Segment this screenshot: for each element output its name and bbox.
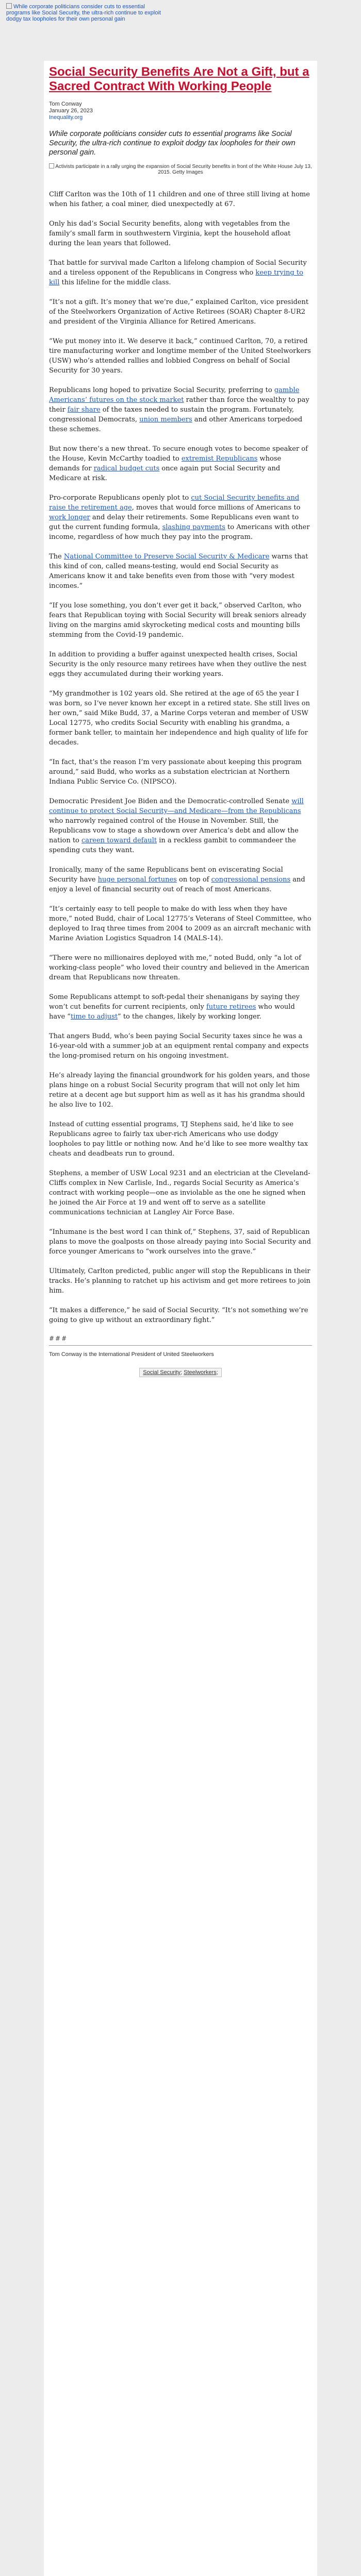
article-paragraph	[49, 1031, 312, 1061]
paragraph-text: of the taxes needed to sustain the program. Fortunately, congressional Democrats,	[49, 406, 294, 423]
publish-date: January 26, 2023	[49, 108, 93, 114]
paragraph-text: “It’s certainly easy to tell people to make do with less when they have more,” noted Budd, chair of Local 12775’s Veterans of Steel Committee, who deployed to Iraq three times from 2004 to 2009 as an aircraft mechanic with Marine Aviation Logistics Squadron 14 (MALS-14).	[49, 905, 311, 942]
article-paragraph	[49, 258, 312, 287]
paragraph-text: “If you lose something, you don’t ever get it back,” observed Carlton, who fears that Republican toying with Social Security will break seniors already living on the margins amid skyrocketing medical costs and mounting bills stemming from the Covid-19 pandemic.	[49, 602, 306, 639]
paragraph-text: Instead of cutting essential programs, TJ Stephens said, he’d like to see Republicans agree to fairly tax uber-rich Americans who use dodgy loopholes to pay little or nothing now. And he’d like to see more wealthy tax cheats and deadbeats run to ground.	[49, 1121, 308, 1158]
inline-link[interactable]: fair share	[67, 406, 101, 414]
paragraph-text: whose demands for	[49, 455, 282, 472]
paragraph-text: Democratic President Joe Biden and the Democratic-controlled Senate	[49, 798, 292, 805]
paragraph-text: “In fact, that’s the reason I’m very passionate about keeping this program around,” said Budd, who works as a substation electrician at Northern Indiana Public Service Co. (NIPSCO).	[49, 758, 302, 786]
paragraph-text: Only his dad’s Social Security benefits, along with vegetables from the family’s small farm in southwestern Virginia, kept the household afloat during the lean years that followed.	[49, 220, 291, 247]
article-paragraph	[49, 1120, 312, 1159]
paragraph-text: in a reckless gambit to commandeer the spending cuts they want.	[49, 837, 296, 854]
article-paragraph	[49, 757, 312, 787]
article-card	[44, 61, 317, 2576]
article-paragraph	[49, 796, 312, 855]
paragraph-text: “My grandmother is 102 years old. She retired at the age of 65 the year I was born, so I’ve never known her except in a retired state. She still lives on her own,” said Mike Budd, 37, a Marine Corps veteran and member of USW Local 12775, who credits Social Security with enabling his grandma, a former bank teller, to maintain her independence and high quality of life for decades.	[49, 690, 310, 747]
article-paragraph	[49, 444, 312, 483]
article-paragraph	[49, 552, 312, 591]
article-paragraph	[49, 650, 312, 679]
paragraph-text: Pro-corporate Republicans openly plot to	[49, 494, 191, 502]
paragraph-text: “There were no millionaires deployed with me,” noted Budd, only “a lot of working-class people” who loved their country and believed in the American dream that Republicans now threaten.	[49, 954, 309, 981]
paragraph-text: and other Americans torpedoed these schemes.	[49, 416, 303, 433]
preheader-text: While corporate politicians consider cuts to essential programs like Social Security, the ultra-rich continue to exploit dodgy tax loopholes for their own personal gain	[6, 4, 161, 22]
article-paragraph	[49, 1071, 312, 1110]
article-title[interactable]: Social Security Benefits Are Not a Gift, but a Sacred Contract With Working People	[49, 65, 309, 93]
paragraph-text: and enjoy a level of financial security out of reach of most Americans.	[49, 876, 305, 893]
tag-steelworkers[interactable]: Steelworkers	[184, 1369, 217, 1376]
broken-image-icon	[6, 3, 12, 9]
inline-link[interactable]: keep trying to kill	[49, 269, 303, 286]
paragraph-text: this lifeline for the middle class.	[59, 279, 171, 286]
paragraph-text: “Inhumane is the best word I can think of,” Stephens, 37, said of Republican plans to move the goalposts on those already paying into Social Security and force younger Americans to “work ourselves into the grave.”	[49, 1228, 311, 1256]
paragraph-text: Some Republicans attempt to soft-pedal their shenanigans by saying they won’t cut benefits for current recipients, only	[49, 993, 300, 1011]
broken-image-icon	[49, 163, 54, 168]
inline-link[interactable]: future retirees	[206, 1003, 256, 1011]
article-paragraph	[49, 865, 312, 894]
divider	[49, 1345, 312, 1346]
article-image	[49, 163, 312, 175]
paragraph-text: In addition to providing a buffer against unexpected health crises, Social Security is the only resource many retirees have when they outlive the nest eggs they accumulated during their working years.	[49, 651, 307, 678]
paragraph-text: Stephens, a member of USW Local 9231 and an electrician at the Cleveland-Cliffs complex in New Carlisle, Ind., regards Social Security as America’s contract with working people—one as inviolable as the one he signed when he joined the Air Force at 19 and went off to serve as a satellite communications technician at Langley Air Force Base.	[49, 1170, 310, 1216]
tag-list	[49, 1367, 312, 1377]
paragraph-text: warns that this kind of con, called means-testing, would end Social Security as Americans know it and take benefits even from those with “very modest incomes.”	[49, 553, 308, 590]
article-paragraph	[49, 904, 312, 943]
inline-link[interactable]: work longer	[49, 514, 90, 521]
preheader[interactable]	[6, 3, 161, 22]
paragraph-text: , moves that would force millions of Americans to	[132, 504, 301, 512]
paragraph-text: to Americans with other income, regardless of how much they pay into the program.	[49, 523, 310, 541]
source-link[interactable]: Inequality.org	[49, 114, 83, 121]
article-paragraph	[49, 219, 312, 248]
end-marker: ###	[49, 1335, 68, 1342]
tag-social-security[interactable]: Social Security	[143, 1369, 180, 1376]
paragraph-text: Cliff Carlton was the 10th of 11 children and one of three still living at home when his father, a coal miner, died unexpectedly at 67.	[49, 191, 310, 208]
inline-link[interactable]: congressional pensions	[211, 876, 291, 884]
inline-link[interactable]: will continue to protect Social Security—and Medicare—from the Republicans	[49, 798, 304, 815]
inline-link[interactable]: cut Social Security benefits and raise the retirement age	[49, 494, 300, 512]
paragraph-text: “It makes a difference,” he said of Social Security. “It’s not something we’re going to give up without an extraordinary fight.”	[49, 1307, 308, 1324]
article-meta	[49, 101, 312, 121]
article-paragraph	[49, 992, 312, 1022]
paragraph-text: “We put money into it. We deserve it back,” continued Carlton, 70, a retired tire manufacturing worker and longtime member of the United Steelworkers (USW) who’s attended rallies and lobbied Congress on behalf of Social Security for 30 years.	[49, 337, 311, 375]
image-caption: Activists participate in a rally urging the expansion of Social Security benefits in front of the White House July 13, 2015. Getty Images	[55, 164, 312, 175]
paragraph-text: “It’s not a gift. It’s money that we’re due,” explained Carlton, vice president of the Steelworkers Organization of Active Retirees (SOAR) Chapter 8-UR2 and president of the Virginia Alliance for Retired Americans.	[49, 298, 309, 326]
paragraph-text: But now there’s a new threat. To secure enough votes to become speaker of the House, Kevin McCarthy toadied to	[49, 445, 308, 463]
author: Tom Conway	[49, 101, 82, 107]
article-body	[49, 190, 312, 1325]
paragraph-text: That battle for survival made Carlton a lifelong champion of Social Security and a tireless opponent of the Republicans in Congress who	[49, 259, 307, 277]
inline-link[interactable]: extremist Republicans	[181, 455, 258, 463]
inline-link[interactable]: radical budget cuts	[93, 465, 160, 472]
paragraph-text: That angers Budd, who’s been paying Social Security taxes since he was a 16-year-old with a summer job at an equipment rental company and expects the long-promised return on his ongoing investment.	[49, 1032, 309, 1060]
article-paragraph	[49, 953, 312, 982]
article-paragraph	[49, 1168, 312, 1217]
paragraph-text: who narrowly regained control of the House in November. Still, the Republicans vow to stage a showdown over America’s debt and allow the nation to	[49, 817, 299, 844]
paragraph-text: rather than force the wealthy to pay their	[49, 396, 309, 414]
paragraph-text: on top of	[176, 876, 211, 884]
inline-link[interactable]: careen toward default	[81, 837, 157, 844]
inline-link[interactable]: huge personal fortunes	[97, 876, 177, 884]
article-paragraph	[49, 1266, 312, 1296]
article-paragraph	[49, 190, 312, 209]
inline-link[interactable]: time to adjust	[70, 1013, 118, 1021]
article-paragraph	[49, 385, 312, 434]
article-paragraph	[49, 493, 312, 542]
paragraph-text: once again put Social Security and Medicare at risk.	[49, 465, 281, 482]
paragraph-text: and delay their retirements. Some Republicans even want to gut the current funding formula,	[49, 514, 299, 531]
paragraph-text: who would have “	[49, 1003, 295, 1021]
article-paragraph	[49, 297, 312, 327]
inline-link[interactable]: National Committee to Preserve Social Security & Medicare	[63, 553, 270, 561]
article-paragraph	[49, 689, 312, 748]
paragraph-text: He’s already laying the financial groundwork for his golden years, and those plans hinge on a robust Social Security program that will not only let him retire at a decent age but support him as well as it has his grandma should he also live to 102.	[49, 1072, 310, 1109]
article-paragraph	[49, 1306, 312, 1325]
inline-link[interactable]: slashing payments	[162, 523, 225, 531]
author-bio: Tom Conway is the International President of United Steelworkers	[49, 1351, 214, 1358]
inline-link[interactable]: union members	[139, 416, 192, 423]
article-paragraph	[49, 1227, 312, 1257]
paragraph-text: The	[49, 553, 64, 561]
tag-box: Social Security; Steelworkers;	[139, 1368, 222, 1377]
inline-link[interactable]: gamble Americans’ futures on the stock market	[49, 386, 300, 404]
article-paragraph	[49, 336, 312, 376]
paragraph-text: Ironically, many of the same Republicans bent on eviscerating Social Security have	[49, 866, 283, 884]
article-paragraph	[49, 601, 312, 640]
paragraph-text: Ultimately, Carlton predicted, public anger will stop the Republicans in their tracks. He’s planning to ratchet up his activism and get more retirees to join him.	[49, 1267, 310, 1295]
paragraph-text: Republicans long hoped to privatize Social Security, preferring to	[49, 386, 274, 394]
article-dek: While corporate politicians consider cuts to essential programs like Social Security, the ultra-rich continue to exploit dodgy tax loopholes for their own personal gain.	[49, 130, 296, 157]
paragraph-text: ” to the changes, likely by working longer.	[118, 1013, 261, 1021]
